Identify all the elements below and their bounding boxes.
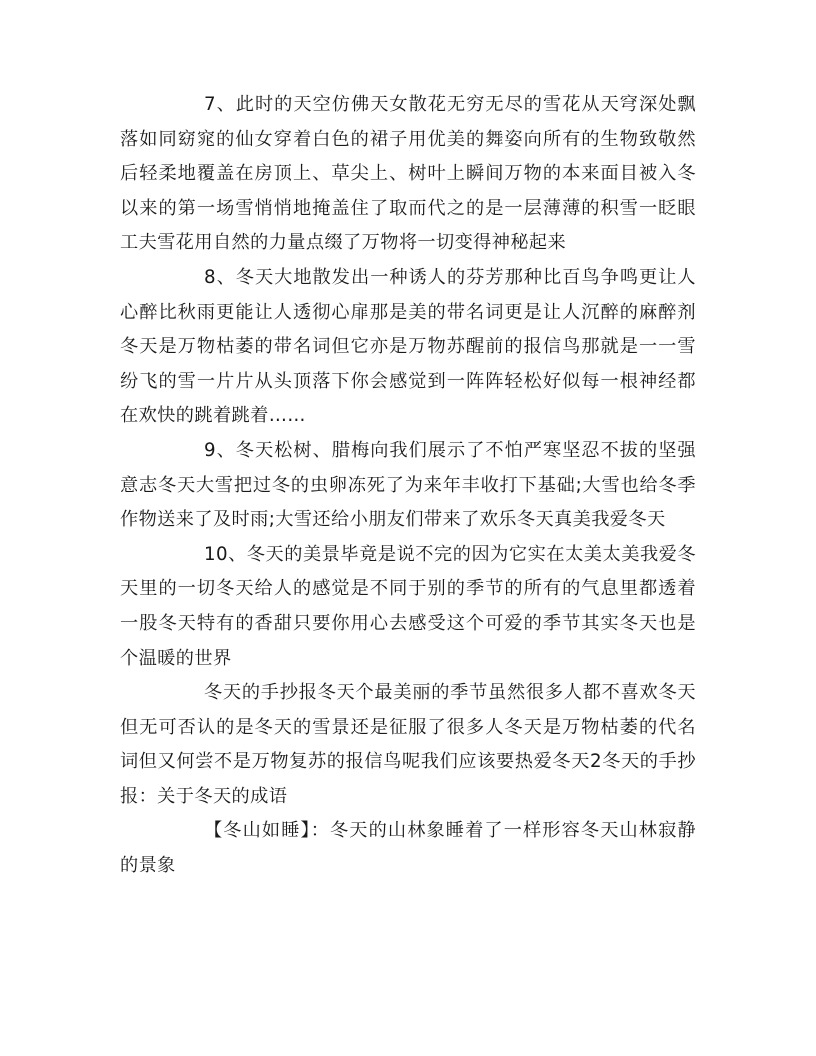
paragraph-9: 9、冬天松树、腊梅向我们展示了不怕严寒坚忍不拔的坚强意志冬天大雪把过冬的虫卵冻死了为来年丰收打下基础;大雪也给冬季作物送来了及时雨;大雪还给小朋友们带来了欢乐冬天真美我爱冬天 xyxy=(120,439,696,531)
document-body xyxy=(120,88,696,884)
paragraph-handout: 冬天的手抄报冬天个最美丽的季节虽然很多人都不喜欢冬天但无可否认的是冬天的雪景还是征服了很多人冬天是万物枯萎的代名词但又何尝不是万物复苏的报信鸟呢我们应该要热爱冬天2冬天的手抄报：关于冬天的成语 xyxy=(120,682,696,807)
paragraph-7: 7、此时的天空仿佛天女散花无穷无尽的雪花从天穹深处飘落如同窈窕的仙女穿着白色的裙子用优美的舞姿向所有的生物致敬然后轻柔地覆盖在房顶上、草尖上、树叶上瞬间万物的本来面目被入冬以来的第一场雪悄悄地掩盖住了取而代之的是一层薄薄的积雪一眨眼工夫雪花用自然的力量点缀了万物将一切变得神秘起来 xyxy=(120,94,696,254)
paragraph-idiom: 【冬山如睡】：冬天的山林象睡着了一样形容冬天山林寂静的景象 xyxy=(120,820,696,877)
paragraph-10: 10、冬天的美景毕竟是说不完的因为它实在太美太美我爱冬天里的一切冬天给人的感觉是不同于别的季节的所有的气息里都透着一股冬天特有的香甜只要你用心去感受这个可爱的季节其实冬天也是个温暖的世界 xyxy=(120,543,696,669)
paragraph-8: 8、冬天大地散发出一种诱人的芬芳那种比百鸟争鸣更让人心醉比秋雨更能让人透彻心扉那是美的带名词更是让人沉醉的麻醉剂冬天是万物枯萎的带名词但它亦是万物苏醒前的报信鸟那就是一一雪纷飞的雪一片片从头顶落下你会感觉到一阵阵轻松好似每一根神经都在欢快的跳着跳着…… xyxy=(120,266,696,427)
